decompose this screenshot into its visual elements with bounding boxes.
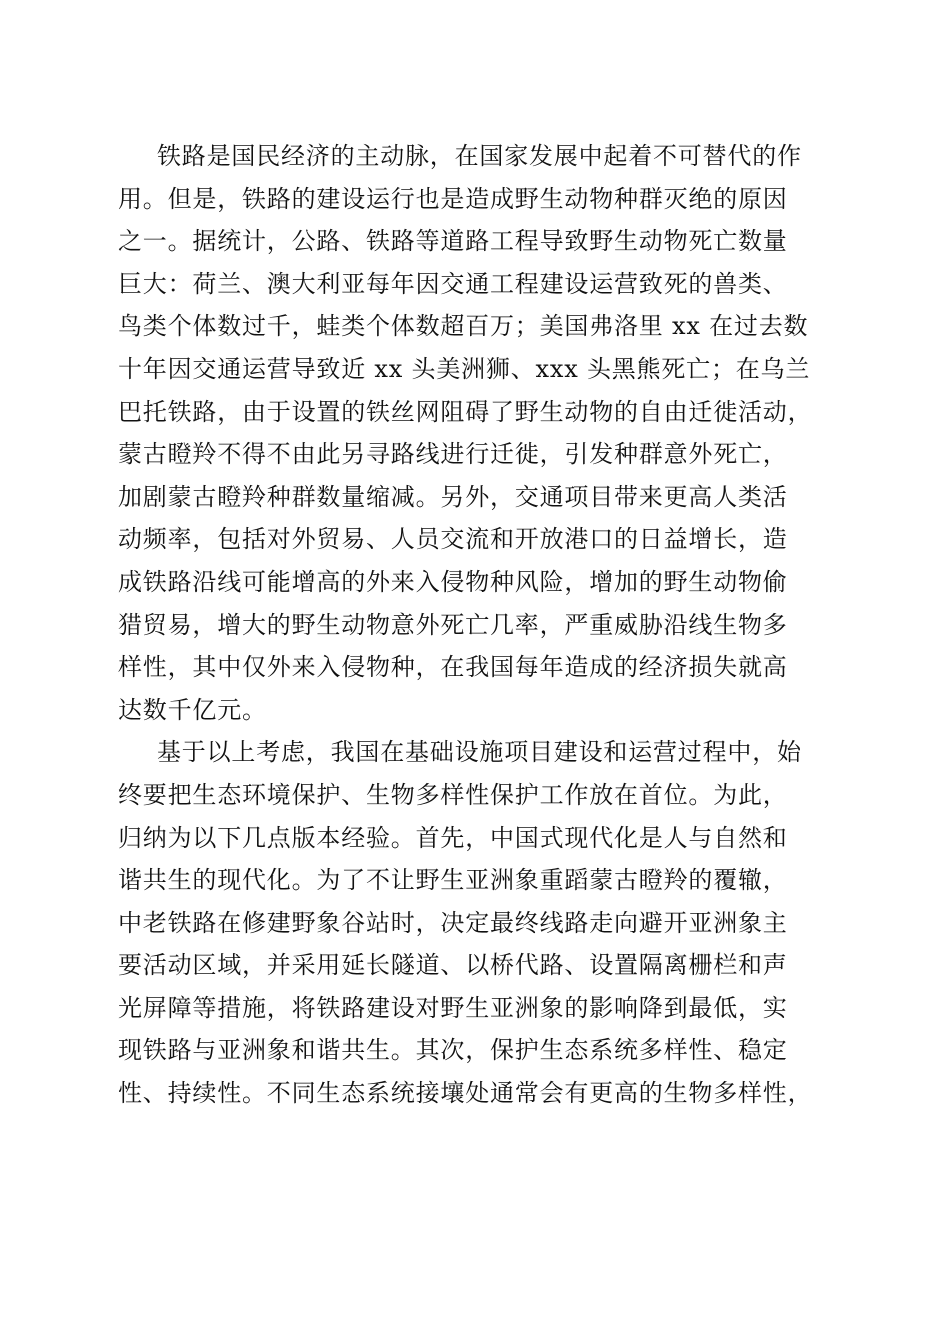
- text-line: 基于以上考虑，我国在基础设施项目建设和运营过程中，始: [157, 738, 802, 767]
- text-line: 加剧蒙古瞪羚种群数量缩减。另外，交通项目带来更高人类活: [118, 482, 788, 511]
- text-line: 样性，其中仅外来入侵物种，在我国每年造成的经济损失就高: [118, 653, 788, 682]
- text-line: 猎贸易，增大的野生动物意外死亡几率，严重威胁沿线生物多: [118, 610, 788, 639]
- text-line: 谐共生的现代化。为了不让野生亚洲象重蹈蒙古瞪羚的覆辙，: [118, 866, 788, 895]
- text-line: 终要把生态环境保护、生物多样性保护工作放在首位。为此，: [118, 780, 788, 809]
- text-line: 之一。据统计，公路、铁路等道路工程导致野生动物死亡数量: [118, 227, 788, 256]
- paragraph-railway-impact: [118, 135, 838, 731]
- text-line: 动频率，包括对外贸易、人员交流和开放港口的日益增长，造: [118, 525, 788, 554]
- text-line: 鸟类个体数过千，蛙类个体数超百万；美国弗洛里 xx 在过去数: [118, 312, 809, 341]
- paragraph-experience: [118, 731, 838, 1114]
- text-line: 蒙古瞪羚不得不由此另寻路线进行迁徙，引发种群意外死亡，: [118, 440, 788, 469]
- text-line: 性、持续性。不同生态系统接壤处通常会有更高的生物多样性，: [118, 1079, 813, 1108]
- document-body: [118, 135, 838, 1115]
- text-line: 中老铁路在修建野象谷站时，决定最终线路走向避开亚洲象主: [118, 908, 788, 937]
- text-line: 现铁路与亚洲象和谐共生。其次，保护生态系统多样性、稳定: [118, 1036, 788, 1065]
- text-line: 归纳为以下几点版本经验。首先，中国式现代化是人与自然和: [118, 823, 788, 852]
- text-line: 达数千亿元。: [118, 695, 267, 724]
- text-line: 成铁路沿线可能增高的外来入侵物种风险，增加的野生动物偷: [118, 567, 788, 596]
- text-line: 用。但是，铁路的建设运行也是造成野生动物种群灭绝的原因: [118, 184, 788, 213]
- text-line: 巴托铁路，由于设置的铁丝网阻碍了野生动物的自由迁徙活动，: [118, 397, 813, 426]
- text-line: 巨大：荷兰、澳大利亚每年因交通工程建设运营致死的兽类、: [118, 269, 788, 298]
- text-line: 要活动区域，并采用延长隧道、以桥代路、设置隔离栅栏和声: [118, 951, 788, 980]
- text-line: 铁路是国民经济的主动脉，在国家发展中起着不可替代的作: [157, 142, 802, 170]
- text-line: 十年因交通运营导致近 xx 头美洲狮、xxx 头黑熊死亡；在乌兰: [118, 354, 811, 383]
- text-line: 光屏障等措施，将铁路建设对野生亚洲象的影响降到最低，实: [118, 993, 788, 1022]
